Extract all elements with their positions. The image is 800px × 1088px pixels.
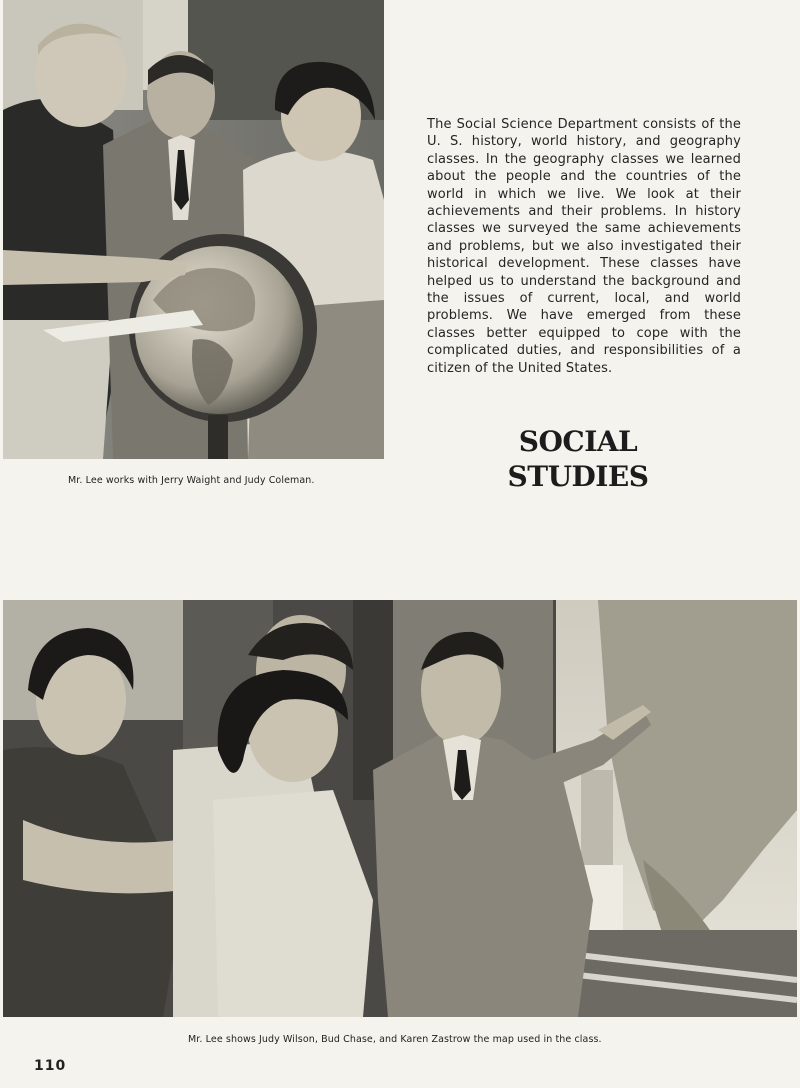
- section-title-line-1: SOCIAL: [518, 425, 638, 458]
- photo-top-caption: Mr. Lee works with Jerry Waight and Judy Coleman.: [68, 475, 315, 486]
- section-title: [500, 424, 656, 494]
- photo-map-lesson: [3, 600, 797, 1017]
- photo-bottom-caption: Mr. Lee shows Judy Wilson, Bud Chase, and Karen Zastrow the map used in the class.: [188, 1034, 602, 1045]
- section-title-line-2: STUDIES: [507, 460, 649, 493]
- photo-globe-students: [3, 0, 384, 459]
- page-number: 110: [34, 1058, 67, 1074]
- body-paragraph: The Social Science Department consists of the U. S. history, world history, and geography classes. In the geography classes we learned about the people and the countries of the world in which we live. We look at their achievements and their problems. In history classes we surveyed the same achievements and problems, but we also investigated their historical development. These classes have helped us to understand the background and the issues of current, local, and world problems. We have emerged from these classes better equipped to cope with the complicated duties, and responsibilities of a citizen of the United States.: [427, 117, 741, 376]
